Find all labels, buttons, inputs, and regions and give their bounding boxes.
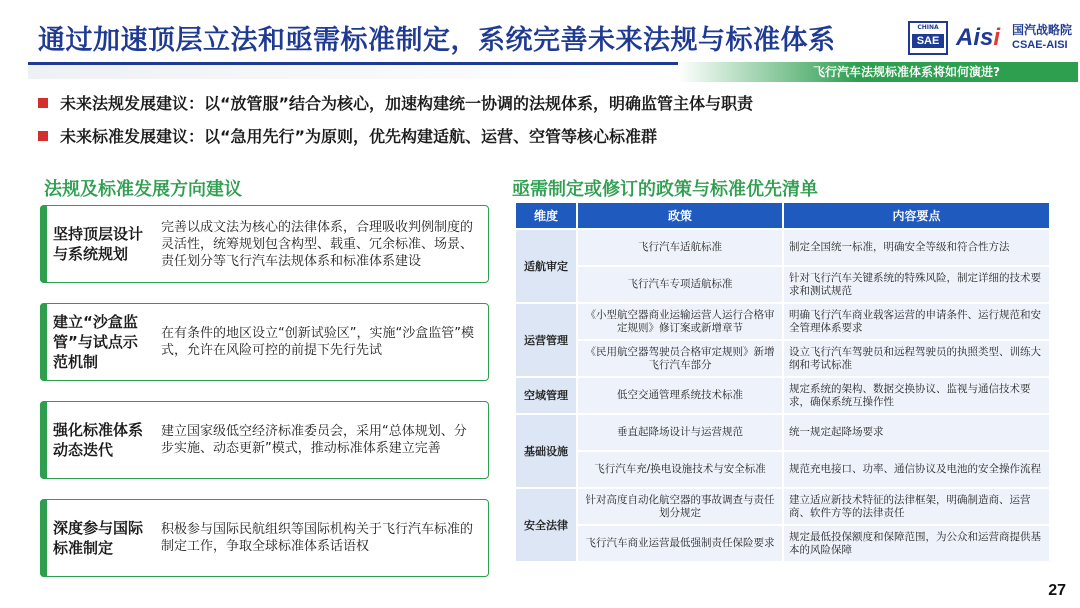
table-row [515,414,1050,451]
content-cell: 规范充电接口、功率、通信协议及电池的安全操作流程 [783,451,1050,488]
card-label: 坚持顶层设计与系统规划 [53,225,144,263]
card-label: 深度参与国际标准制定 [53,519,144,557]
left-section-heading: 法规及标准发展方向建议 [44,179,242,200]
page-number: 27 [1048,582,1066,599]
logo-org-name: 国汽战略院 CSAE-AISI [1012,23,1073,51]
content-cell: 规定系统的架构、数据交换协议、监视与通信技术要求，确保系统互操作性 [783,377,1050,414]
policy-cell: 《民用航空器驾驶员合格审定规则》新增飞行汽车部分 [577,340,783,377]
suggestion-card [40,303,489,381]
card-text: 积极参与国际民航组织等国际机构关于飞行汽车标准的制定工作，争取全球标准体系话语权 [161,522,474,554]
card-text: 完善以成文法为核心的法律体系，合理吸收判例制度的灵活性，统筹规划包含构型、载重、冗余标准、场景、责任划分等飞行汽车法规体系和标准体系建设 [161,219,474,269]
csae-aisi-logo [908,21,1074,55]
content-cell: 规定最低投保额度和保障范围，为公众和运营商提供基本的风险保障 [783,525,1050,562]
column-header-policy: 政策 [577,202,783,229]
aisi-logo-text: Aisi [956,24,1001,51]
right-section-heading: 亟需制定或修订的政策与标准优先清单 [512,179,818,200]
table-header-row [515,202,1050,229]
policy-cell: 飞行汽车商业运营最低强制责任保险要求 [577,525,783,562]
suggestion-card [40,499,489,577]
column-header-content: 内容要点 [783,202,1050,229]
table-row [515,303,1050,340]
policy-cell: 飞行汽车充/换电设施技术与安全标准 [577,451,783,488]
subtitle-tag: 飞行汽车法规标准体系将如何演进? [678,62,1078,82]
table-row [515,451,1050,488]
dimension-cell: 适航审定 [515,229,577,303]
table-row [515,488,1050,525]
table-row [515,266,1050,303]
dimension-cell: 空域管理 [515,377,577,414]
card-text: 建立国家级低空经济标准委员会，采用“总体规划、分步实施、动态更新”模式，推动标准体系建立完善 [161,424,467,456]
content-cell: 设立飞行汽车驾驶员和远程驾驶员的执照类型、训练大纲和考试标准 [783,340,1050,377]
policy-cell: 针对高度自动化航空器的事故调查与责任划分规定 [577,488,783,525]
suggestion-card [40,205,489,283]
page-title: 通过加速顶层立法和亟需标准制定，系统完善未来法规与标准体系 [38,25,836,56]
bullet-regulation: 未来法规发展建议：以“放管服”结合为核心，加速构建统一协调的法规体系，明确监管主体与职责 [38,91,753,114]
table-row [515,229,1050,266]
card-text: 在有条件的地区设立“创新试验区”，实施“沙盒监管”模式，允许在风险可控的前提下先行先试 [161,326,474,358]
policy-cell: 《小型航空器商业运输运营人运行合格审定规则》修订案或新增章节 [577,303,783,340]
priority-table [514,201,1051,563]
policy-cell: 垂直起降场设计与运营规范 [577,414,783,451]
policy-cell: 飞行汽车适航标准 [577,229,783,266]
table-row [515,525,1050,562]
sae-logo-icon: CHINA SAE [908,21,948,55]
bullet-square-icon [38,98,48,108]
bullet-square-icon [38,131,48,141]
header-shade [28,65,678,79]
table-row [515,340,1050,377]
card-label: 强化标准体系动态迭代 [53,421,144,459]
content-cell: 统一规定起降场要求 [783,414,1050,451]
table-row [515,377,1050,414]
bullet-standard: 未来标准发展建议：以“急用先行”为原则，优先构建适航、运营、空管等核心标准群 [38,124,657,147]
dimension-cell: 运营管理 [515,303,577,377]
suggestion-card [40,401,489,479]
content-cell: 制定全国统一标准，明确安全等级和符合性方法 [783,229,1050,266]
dimension-cell: 基础设施 [515,414,577,488]
policy-cell: 飞行汽车专项适航标准 [577,266,783,303]
card-label: 建立“沙盒监管”与试点示范机制 [53,313,138,371]
content-cell: 建立适应新技术特征的法律框架，明确制造商、运营商、软件方等的法律责任 [783,488,1050,525]
content-cell: 针对飞行汽车关键系统的特殊风险，制定详细的技术要求和测试规范 [783,266,1050,303]
dimension-cell: 安全法律 [515,488,577,562]
policy-cell: 低空交通管理系统技术标准 [577,377,783,414]
content-cell: 明确飞行汽车商业载客运营的申请条件、运行规范和安全管理体系要求 [783,303,1050,340]
column-header-dimension: 维度 [515,202,577,229]
